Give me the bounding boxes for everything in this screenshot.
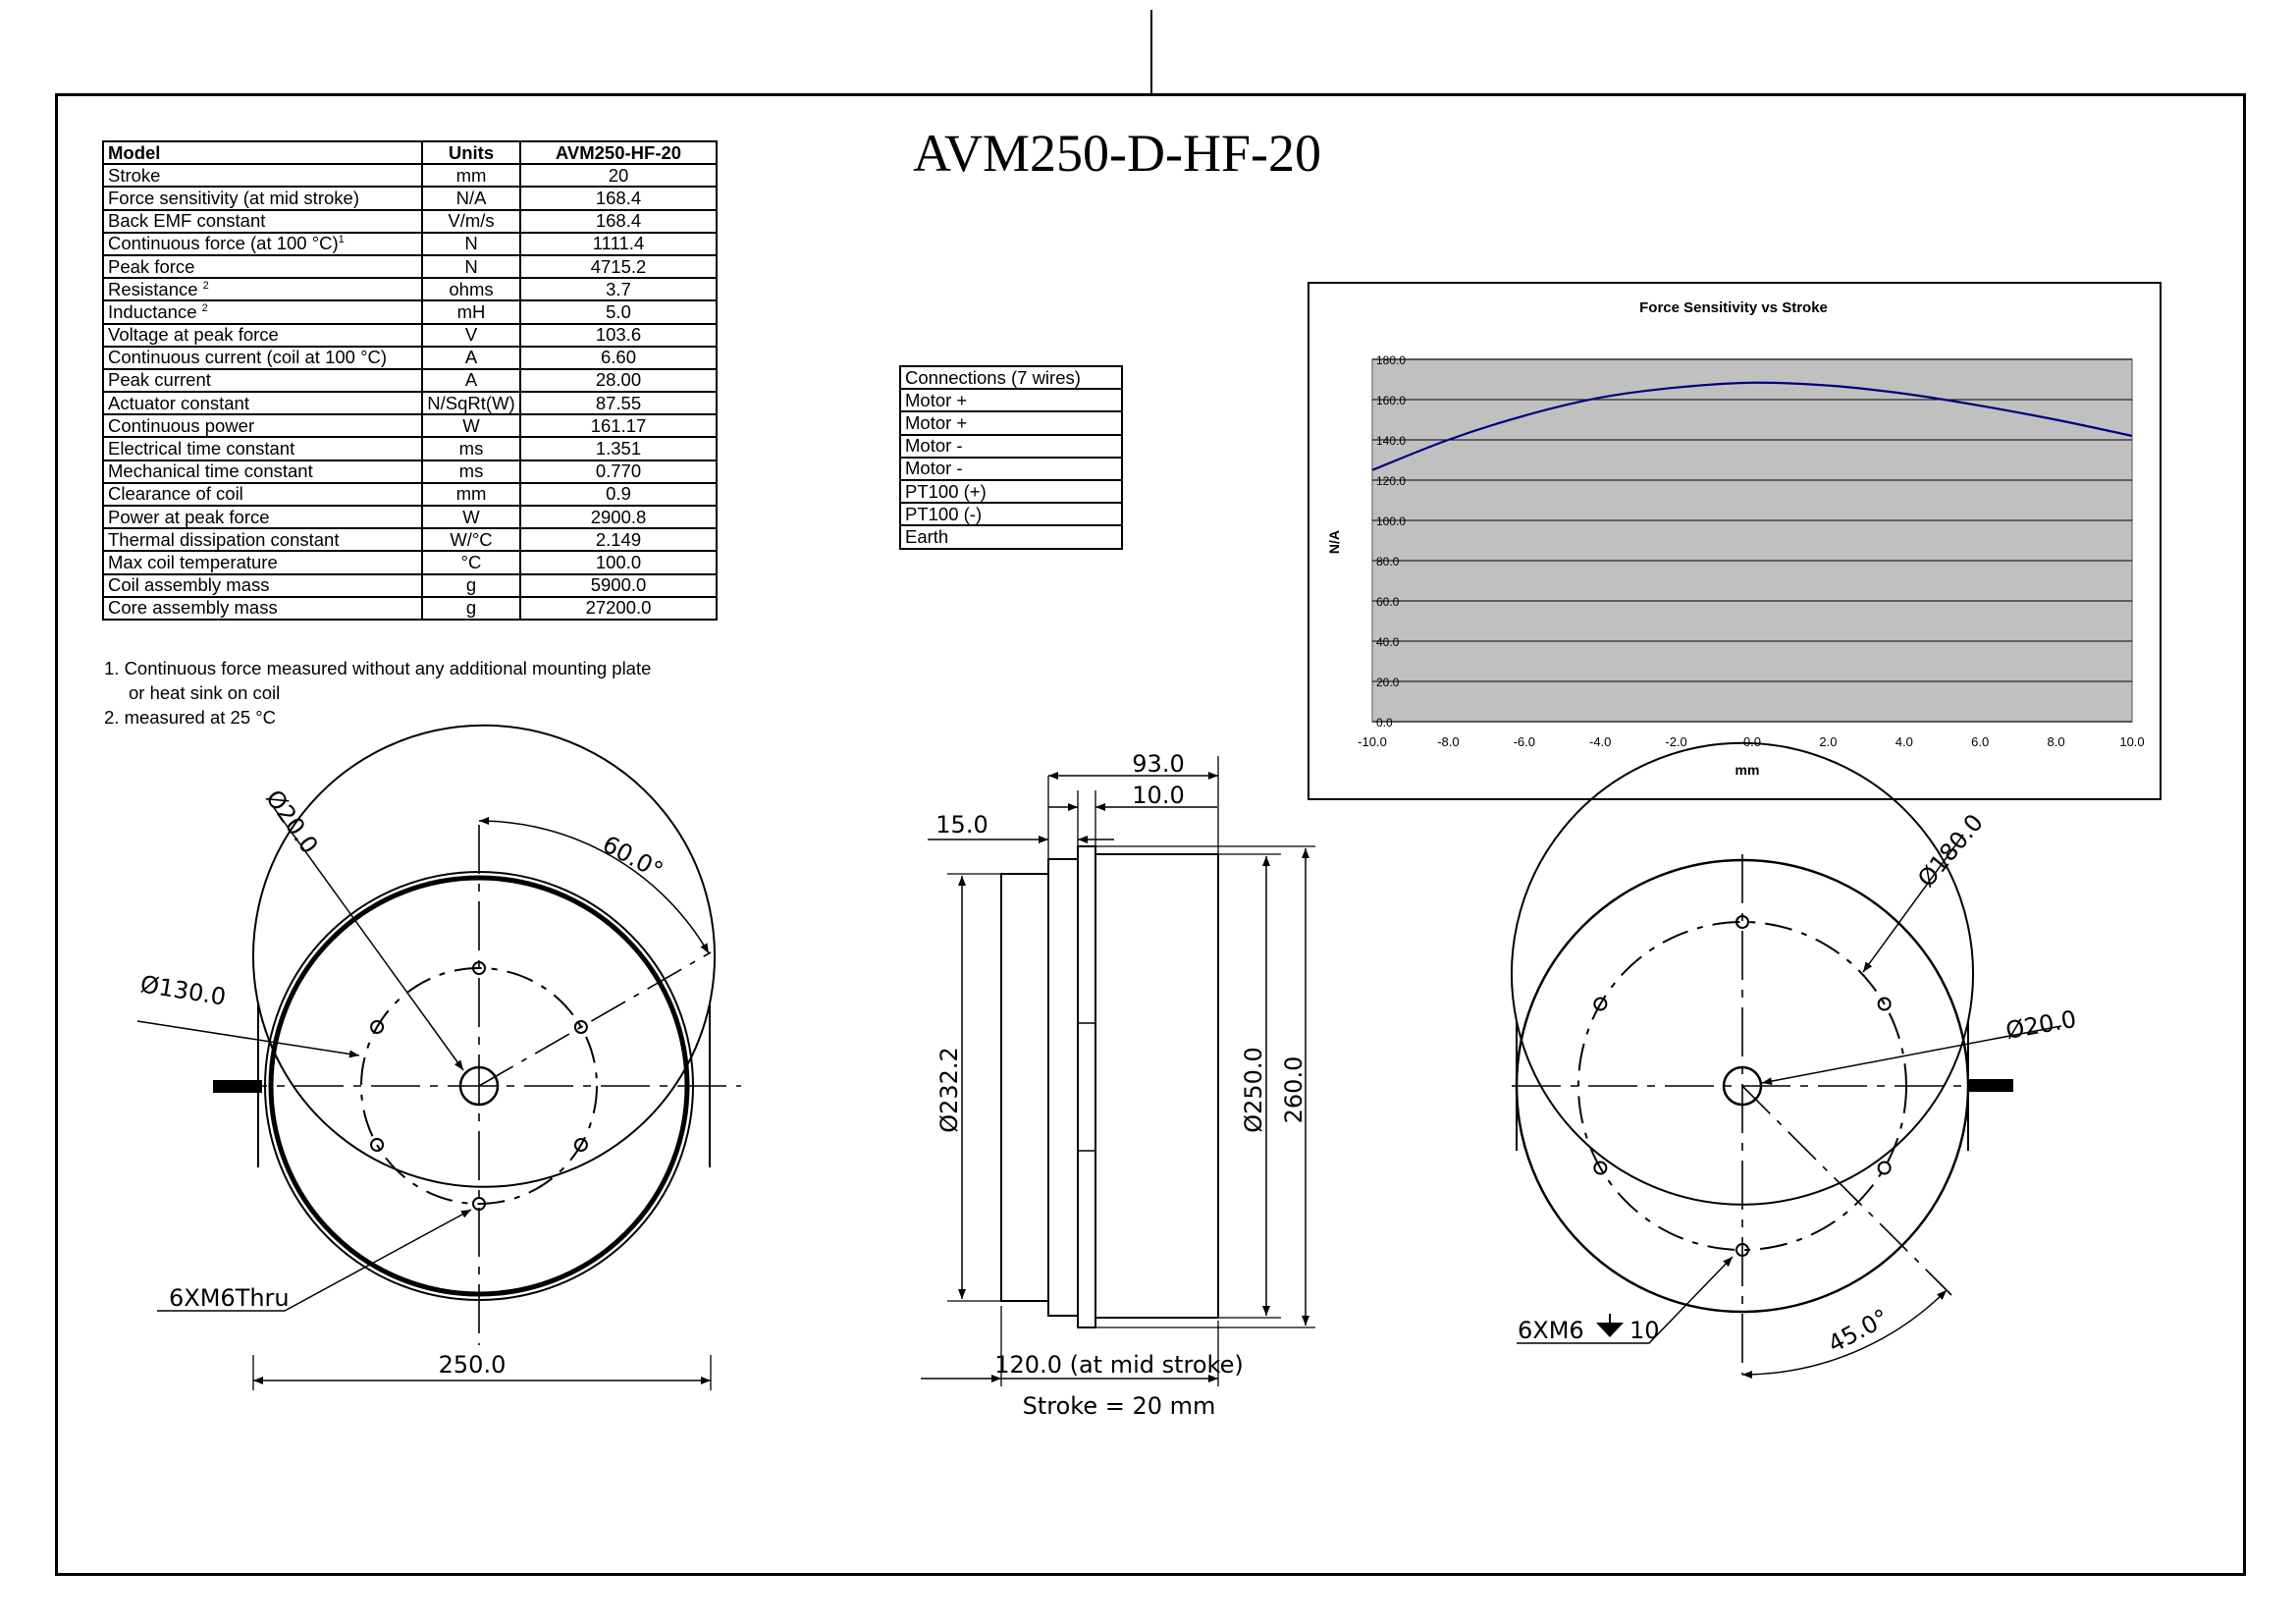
- force-sensitivity-chart: [1326, 299, 2145, 778]
- spec-value: 1.351: [520, 437, 717, 460]
- spec-unit: A: [422, 369, 520, 392]
- y-tick-label: 0.0: [1376, 716, 1393, 730]
- side-step-dim: 15.0: [935, 811, 988, 839]
- side-overall-dim: 93.0: [1132, 750, 1185, 778]
- spec-value: 4715.2: [520, 255, 717, 278]
- spec-unit: mm: [422, 164, 520, 187]
- y-tick-label: 40.0: [1376, 635, 1400, 649]
- spec-unit: ohms: [422, 278, 520, 300]
- spec-label-text: Mechanical time constant: [108, 460, 313, 482]
- spec-label-text: Core assembly mass: [108, 597, 278, 619]
- spec-label-text: Continuous power: [108, 414, 255, 436]
- y-axis-label: N/A: [1326, 529, 1342, 555]
- spec-unit: mm: [422, 483, 520, 506]
- rear-pcd-dim: Ø180.0: [1912, 808, 1989, 893]
- spec-label-text: Power at peak force: [108, 506, 270, 527]
- spec-value: 168.4: [520, 210, 717, 233]
- note-1: 1. Continuous force measured without any additional mounting plate: [104, 658, 652, 678]
- side-flange-plate: [1078, 846, 1095, 1327]
- spec-unit: N/A: [422, 187, 520, 209]
- spec-value: 0.770: [520, 460, 717, 483]
- spec-value: 6.60: [520, 347, 717, 369]
- note-1-cont: or heat sink on coil: [129, 682, 281, 703]
- y-tick-label: 140.0: [1376, 434, 1407, 448]
- x-tick-label: -6.0: [1513, 734, 1536, 749]
- x-tick-label: 2.0: [1819, 734, 1838, 749]
- spec-label-text: Voltage at peak force: [108, 324, 279, 346]
- spec-unit: V/m/s: [422, 210, 520, 233]
- spec-unit: g: [422, 574, 520, 597]
- connection-item: PT100 (+): [900, 480, 1122, 503]
- spec-unit: ms: [422, 460, 520, 483]
- spec-unit: W: [422, 506, 520, 528]
- spec-value: 1111.4: [520, 233, 717, 255]
- spec-unit: N: [422, 233, 520, 255]
- front-bore-dim: Ø20.0: [260, 785, 324, 859]
- spec-label-text: Inductance: [108, 300, 202, 322]
- spec-value: 20: [520, 164, 717, 187]
- x-axis-ticks: [1358, 734, 2144, 749]
- spec-value: 168.4: [520, 187, 717, 209]
- side-height-dim: 260.0: [1280, 1056, 1308, 1124]
- spec-unit: g: [422, 597, 520, 620]
- connection-item: Motor -: [900, 435, 1122, 458]
- spec-header-units: Units: [422, 141, 520, 164]
- rear-depth-dim: 10: [1629, 1317, 1660, 1344]
- spec-unit: mH: [422, 300, 520, 323]
- page-title: AVM250-D-HF-20: [913, 124, 1322, 183]
- spec-value: 161.17: [520, 414, 717, 437]
- front-angle-dim: 60.0°: [598, 830, 668, 886]
- side-view: [1001, 846, 1218, 1327]
- front-outer-outline-lower: [258, 1003, 710, 1187]
- side-flange-dim: 10.0: [1132, 782, 1185, 809]
- rear-bore-dim: Ø20.0: [2003, 1004, 2079, 1045]
- y-tick-label: 180.0: [1376, 353, 1407, 367]
- rear-holes-note: 6XM6: [1518, 1317, 1584, 1344]
- note-2: 2. measured at 25 °C: [104, 707, 277, 728]
- front-pcd-dim: Ø130.0: [138, 970, 228, 1011]
- front-cable: [214, 1081, 261, 1092]
- footnote-ref: 1: [338, 234, 345, 246]
- chart-title: Force Sensitivity vs Stroke: [1639, 299, 1828, 316]
- front-holes-note: 6XM6Thru: [169, 1284, 290, 1312]
- spec-label-text: Back EMF constant: [108, 210, 266, 232]
- connection-item: Earth: [900, 525, 1122, 548]
- x-tick-label: 8.0: [2047, 734, 2065, 749]
- spec-label-text: Continuous force (at 100 °C): [108, 233, 339, 254]
- x-tick-label: 4.0: [1895, 734, 1913, 749]
- bolt-hole: [1879, 1163, 1891, 1174]
- spec-value: 87.55: [520, 392, 717, 414]
- side-length-dim: 120.0 (at mid stroke): [994, 1351, 1244, 1379]
- spec-label-text: Coil assembly mass: [108, 574, 270, 596]
- spec-value: 2900.8: [520, 506, 717, 528]
- y-tick-label: 20.0: [1376, 676, 1400, 689]
- y-tick-label: 120.0: [1376, 474, 1407, 488]
- x-tick-label: -4.0: [1588, 734, 1612, 749]
- rear-angle-dim: 45.0°: [1823, 1303, 1894, 1359]
- spec-label-text: Resistance: [108, 278, 203, 299]
- side-dia-large-dim: Ø250.0: [1240, 1047, 1267, 1133]
- spec-label-text: Peak force: [108, 255, 195, 277]
- spec-unit: W: [422, 414, 520, 437]
- spec-value: 5.0: [520, 300, 717, 323]
- side-dim-text: [935, 750, 1308, 1420]
- front-width-dim: 250.0: [438, 1351, 507, 1379]
- spec-label-text: Clearance of coil: [108, 483, 243, 505]
- side-dia-small-dim: Ø232.2: [935, 1047, 963, 1133]
- side-coil-flange: [1048, 859, 1078, 1316]
- spec-label-text: Max coil temperature: [108, 551, 278, 572]
- footnote-ref: 2: [201, 301, 208, 314]
- side-stroke-note: Stroke = 20 mm: [1022, 1392, 1216, 1420]
- y-tick-label: 80.0: [1376, 555, 1400, 568]
- spec-header-value: AVM250-HF-20: [520, 141, 717, 164]
- plot-area: [1372, 359, 2132, 722]
- spec-unit: W/°C: [422, 528, 520, 551]
- spec-value: 103.6: [520, 324, 717, 347]
- connection-item: Motor +: [900, 389, 1122, 411]
- x-tick-label: -2.0: [1665, 734, 1687, 749]
- x-tick-label: -8.0: [1437, 734, 1460, 749]
- spec-value: 28.00: [520, 369, 717, 392]
- spec-value: 27200.0: [520, 597, 717, 620]
- y-tick-label: 100.0: [1376, 514, 1407, 528]
- spec-label-text: Actuator constant: [108, 392, 249, 413]
- footnote-ref: 2: [202, 279, 209, 292]
- spec-unit: A: [422, 347, 520, 369]
- spec-unit: N: [422, 255, 520, 278]
- spec-value: 3.7: [520, 278, 717, 300]
- spec-unit: N/SqRt(W): [422, 392, 520, 414]
- x-tick-label: -10.0: [1358, 734, 1387, 749]
- spec-label-text: Thermal dissipation constant: [108, 528, 340, 550]
- spec-unit: V: [422, 324, 520, 347]
- bolt-hole: [371, 1139, 383, 1151]
- rear-view: [1512, 743, 2012, 1375]
- connections-header: Connections (7 wires): [900, 366, 1122, 389]
- rear-cable: [1968, 1080, 2012, 1091]
- spec-value: 5900.0: [520, 574, 717, 597]
- spec-unit: °C: [422, 551, 520, 573]
- connection-item: PT100 (-): [900, 503, 1122, 525]
- spec-value: 100.0: [520, 551, 717, 573]
- connection-item: Motor +: [900, 411, 1122, 434]
- y-tick-label: 60.0: [1376, 595, 1400, 609]
- spec-header-model: Model: [103, 141, 422, 164]
- spec-label-text: Stroke: [108, 164, 161, 186]
- spec-unit: ms: [422, 437, 520, 460]
- connection-item: Motor -: [900, 458, 1122, 480]
- spec-label-text: Continuous current (coil at 100 °C): [108, 347, 388, 368]
- side-core-body: [1095, 854, 1218, 1318]
- x-tick-label: 10.0: [2119, 734, 2145, 749]
- spec-label-text: Electrical time constant: [108, 438, 295, 460]
- spec-label-text: Force sensitivity (at mid stroke): [108, 187, 359, 208]
- x-tick-label: 0.0: [1742, 734, 1762, 749]
- y-tick-label: 160.0: [1376, 394, 1407, 407]
- x-tick-label: 6.0: [1971, 734, 1990, 749]
- side-coil-body: [1001, 874, 1048, 1301]
- spec-value: 0.9: [520, 483, 717, 506]
- spec-value: 2.149: [520, 528, 717, 551]
- spec-label-text: Peak current: [108, 369, 211, 391]
- x-axis-label: mm: [1735, 762, 1760, 778]
